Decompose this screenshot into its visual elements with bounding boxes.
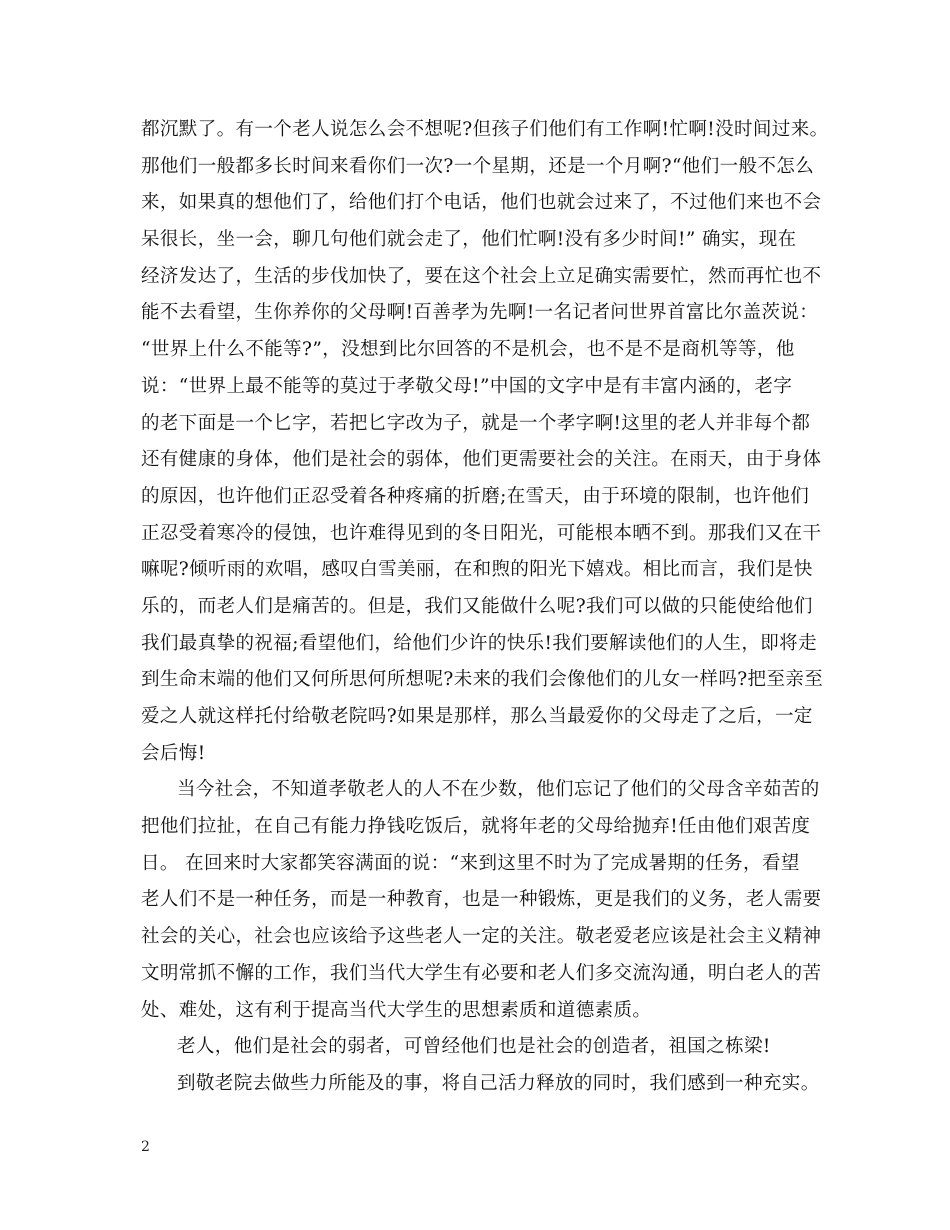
text-line: “世界上什么不能等?”，没想到比尔回答的不是机会，也不是不是商机等等，他 xyxy=(141,339,795,361)
text-line: 到生命末端的他们又何所思何所想呢?未来的我们会像他们的儿女一样吗?把至亲至 xyxy=(141,669,824,691)
body-text xyxy=(141,112,829,1103)
text-line: 老人，他们是社会的弱者，可曾经他们也是社会的创造者，祖国之栋梁! xyxy=(177,1036,771,1058)
text-line: 当今社会，不知道孝敬老人的人不在少数，他们忘记了他们的父母含辛茹苦的 xyxy=(177,779,820,801)
text-line: 老人们不是一种任务，而是一种教育，也是一种锻炼，更是我们的义务，老人需要 xyxy=(141,889,822,911)
text-line: 呆很长，坐一会，聊几句他们就会走了，他们忙啊!没有多少时间!” 确实，现在 xyxy=(141,229,797,251)
text-line: 乐的，而老人们是痛苦的。但是，我们又能做什么呢?我们可以做的只能使给他们 xyxy=(141,595,813,617)
text-line: 能不去看望，生你养你的父母啊!百善孝为先啊!一名记者问世界首富比尔盖茨说： xyxy=(141,302,819,324)
text-line: 还有健康的身体，他们是社会的弱体，他们更需要社会的关注。在雨天，由于身体 xyxy=(141,449,822,471)
text-line: 处、难处，这有利于提高当代大学生的思想素质和道德素质。 xyxy=(141,999,652,1021)
text-line: 经济发达了，生活的步伐加快了，要在这个社会上立足确实需要忙，然而再忙也不 xyxy=(141,265,822,287)
text-line: 把他们拉扯，在自己有能力挣钱吃饭后，就将年老的父母给抛弃!任由他们艰苦度 xyxy=(141,816,811,838)
text-line: 都沉默了。有一个老人说怎么会不想呢?但孩子们他们有工作啊!忙啊!没时间过来。 xyxy=(141,119,829,140)
text-line: 到敬老院去做些力所能及的事，将自己活力释放的同时，我们感到一种充实。 xyxy=(177,1072,820,1094)
text-line: 我们最真挚的祝福;看望他们，给他们少许的快乐!我们要解读他们的人生，即将走 xyxy=(141,632,817,654)
text-line: 正忍受着寒冷的侵蚀，也许难得见到的冬日阳光，可能根本晒不到。那我们又在干 xyxy=(141,522,822,544)
text-line: 说：“世界上最不能等的莫过于孝敬父母!”中国的文字中是有丰富内涵的，老字 xyxy=(141,375,793,397)
text-line: 爱之人就这样托付给敬老院吗?如果是那样，那么当最爱你的父母走了之后，一定 xyxy=(141,706,813,727)
text-line: 的原因，也许他们正忍受着各种疼痛的折磨;在雪天，由于环境的限制，也许他们 xyxy=(141,485,810,507)
text-line: 社会的关心，社会也应该给予这些老人一定的关注。敬老爱老应该是社会主义精神 xyxy=(141,926,822,948)
text-line: 的老下面是一个匕字，若把匕字改为子，就是一个孝字啊!这里的老人并非每个都 xyxy=(141,412,811,434)
text-line: 会后悔! xyxy=(141,742,206,764)
text-line: 文明常抓不懈的工作，我们当代大学生有必要和老人们多交流沟通，明白老人的苦 xyxy=(141,962,822,984)
text-line: 那他们一般都多长时间来看你们一次?一个星期，还是一个月啊?“他们一般不怎么 xyxy=(141,155,815,177)
page-number: 2 xyxy=(141,1139,150,1155)
text-line: 嘛呢?倾听雨的欢唱，感叹白雪美丽，在和煦的阳光下嬉戏。相比而言，我们是快 xyxy=(141,559,813,581)
text-line: 日。 在回来时大家都笑容满面的说：“来到这里不时为了完成暑期的任务，看望 xyxy=(141,852,800,874)
text-line: 来，如果真的想他们了，给他们打个电话，他们也就会过来了，不过他们来也不会 xyxy=(141,192,822,214)
